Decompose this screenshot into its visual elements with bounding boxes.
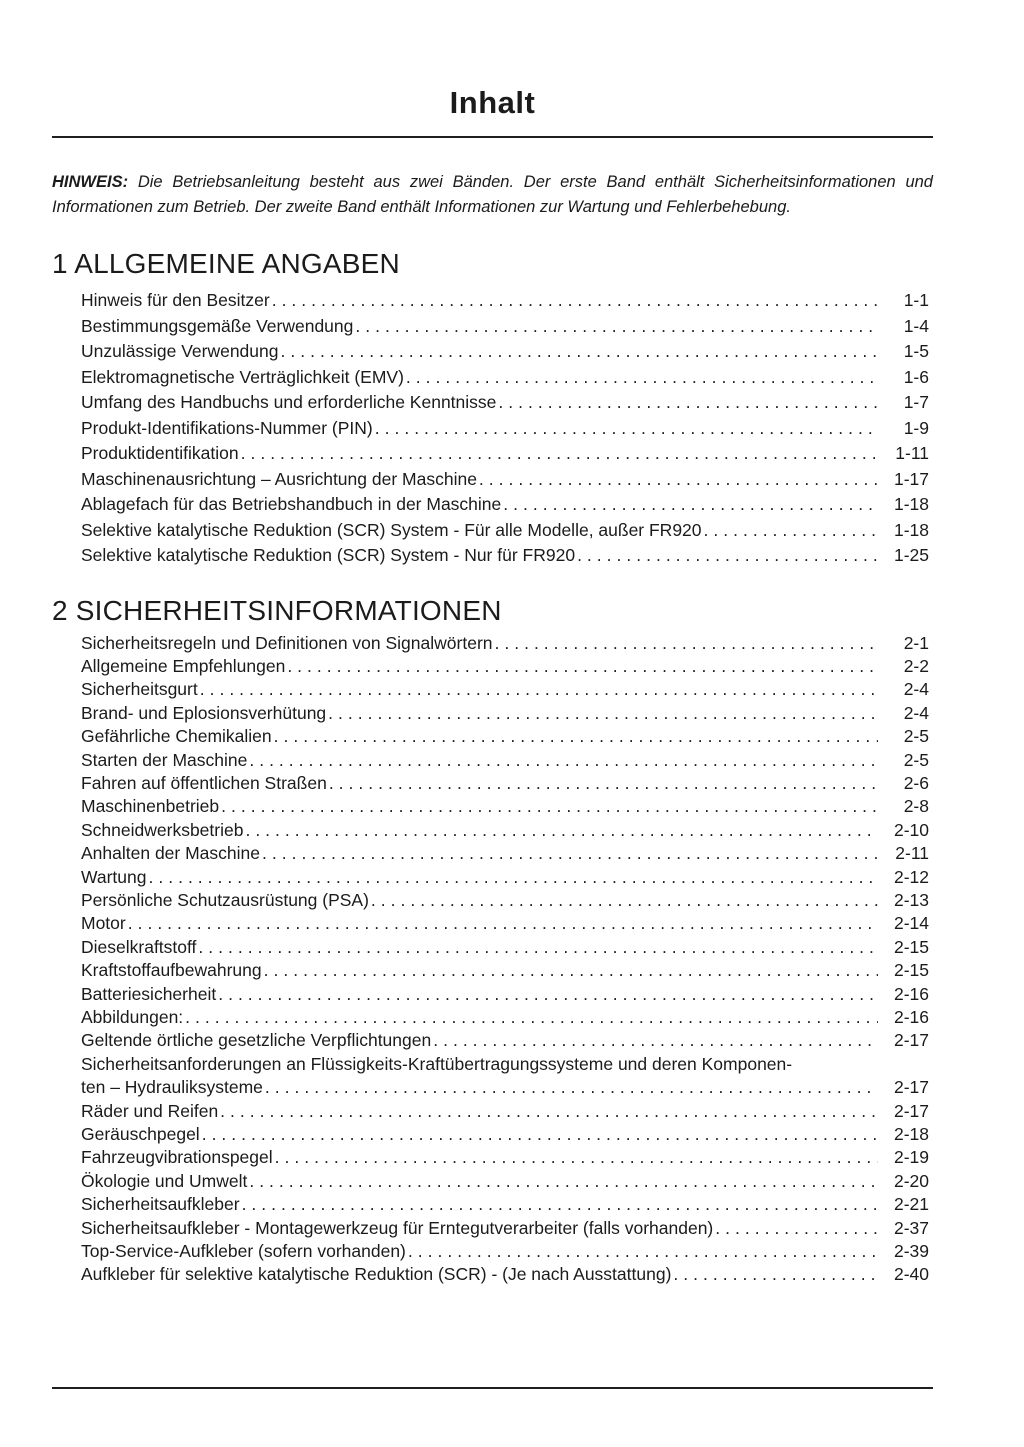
toc-entry: [52, 936, 933, 959]
toc-entry-page: 2-15: [893, 960, 929, 981]
toc-entry-page: 2-4: [903, 702, 929, 723]
toc-entry-page: 2-17: [893, 1030, 929, 1051]
dot-leader: [265, 1076, 878, 1099]
dot-leader: [408, 1240, 878, 1263]
toc-entry: [52, 772, 933, 795]
toc-entry-page: 2-8: [903, 796, 929, 817]
toc-entry-page: 1-18: [893, 519, 929, 540]
toc-entry-label: Bestimmungsgemäße Verwendung: [81, 315, 354, 336]
toc-entry: [52, 842, 933, 865]
dot-leader: [249, 1170, 878, 1193]
toc-entry-page: 2-6: [903, 772, 929, 793]
section-title: ALLGEMEINE ANGABEN: [74, 248, 400, 279]
toc-entry-label: Brand- und Eplosionsverhütung: [81, 702, 327, 723]
dot-leader: [479, 467, 878, 493]
toc-entry-label: Top-Service-Aufkleber (sofern vorhanden): [81, 1241, 406, 1262]
toc-entry-label: Räder und Reifen: [81, 1100, 219, 1121]
toc-entry-page: 2-10: [893, 819, 929, 840]
note-prefix: HINWEIS:: [52, 173, 129, 191]
toc-entry: [52, 492, 933, 518]
toc-entry-page: 1-4: [903, 315, 929, 336]
dot-leader: [503, 492, 878, 518]
dot-leader: [272, 288, 878, 314]
toc-entry: [52, 749, 933, 772]
page-title: Inhalt: [449, 85, 536, 120]
toc-entry: [52, 1217, 933, 1240]
toc-entry-label: Allgemeine Empfehlungen: [81, 655, 286, 676]
toc-entry: [52, 678, 933, 701]
toc-entry: [52, 1076, 933, 1099]
dot-leader: [274, 725, 878, 748]
toc-entry-label: Selektive katalytische Reduktion (SCR) System - Für alle Modelle, außer FR920: [81, 519, 702, 540]
toc-entry-label: Ablagefach für das Betriebshandbuch in der Maschine: [81, 494, 502, 514]
toc-entry-page: 2-2: [903, 655, 929, 676]
toc-entry-page: 1-1: [903, 290, 929, 310]
toc-entry: [52, 959, 933, 982]
toc-entry-label: Maschinenausrichtung – Ausrichtung der Maschine: [81, 468, 477, 489]
toc-entry: [52, 889, 933, 912]
dot-leader: [406, 365, 878, 391]
dot-leader: [264, 959, 878, 982]
toc-entry-page: 1-6: [903, 366, 929, 387]
toc-entry: [52, 795, 933, 818]
dot-leader: [241, 441, 878, 467]
section-entries: [52, 288, 933, 569]
toc-entry-page: 1-17: [893, 468, 929, 489]
toc-entry-page: 2-20: [893, 1170, 929, 1191]
toc-entry-page: 2-37: [893, 1217, 929, 1238]
dot-leader: [220, 1100, 878, 1123]
top-divider: [52, 136, 933, 138]
dot-leader: [218, 983, 878, 1006]
toc-entry-label: Gefährliche Chemikalien: [81, 726, 272, 747]
toc-entry: [52, 314, 933, 340]
section-title: SICHERHEITSINFORMATIONEN: [75, 594, 502, 626]
toc-entry-page: 2-40: [893, 1264, 929, 1285]
toc-entry-page: 2-17: [893, 1100, 929, 1121]
toc-entry-page: 2-13: [893, 889, 929, 910]
toc-entry-page: 2-12: [893, 866, 929, 887]
toc-entry-label: Sicherheitsregeln und Definitionen von Signalwörtern: [81, 632, 493, 653]
toc-entry-label: Persönliche Schutzausrüstung (PSA): [81, 889, 369, 910]
toc-entry-page: 2-5: [903, 749, 929, 770]
toc-entry-label: Elektromagnetische Verträglichkeit (EMV): [81, 366, 404, 387]
toc-entry-page: 1-11: [895, 443, 929, 463]
dot-leader: [577, 543, 878, 569]
toc-entry-label: Dieselkraftstoff: [81, 936, 197, 957]
dot-leader: [128, 912, 878, 935]
toc-entry: [52, 365, 933, 391]
toc-entry: [52, 1193, 933, 1216]
toc-entry: [52, 543, 933, 569]
toc-entry-page: 2-14: [893, 913, 929, 934]
dot-leader: [355, 314, 878, 340]
toc-sections: [52, 249, 933, 1287]
dot-leader: [715, 1217, 878, 1240]
toc-entry-label: Ökologie und Umwelt: [81, 1170, 248, 1191]
note-paragraph: [52, 170, 933, 219]
dot-leader: [275, 1146, 878, 1169]
toc-entry-page: 2-17: [893, 1077, 929, 1098]
toc-entry-page: 1-5: [903, 341, 929, 361]
dot-leader: [149, 866, 879, 889]
toc-entry: [52, 819, 933, 842]
toc-entry-page: 2-39: [893, 1241, 929, 1262]
dot-leader: [375, 416, 878, 442]
toc-entry: [52, 339, 933, 365]
toc-entry: [52, 1006, 933, 1029]
toc-entry-page: 2-16: [893, 1007, 929, 1027]
toc-entry-page: 2-5: [903, 726, 929, 747]
toc-entry-label: Maschinenbetrieb: [81, 796, 220, 817]
dot-leader: [328, 702, 878, 725]
toc-entry: [52, 1053, 933, 1076]
toc-entry: [52, 1263, 933, 1286]
toc-entry-label: Sicherheitsanforderungen an Flüssigkeits-Kraftübertragungssysteme und deren Komponen-: [81, 1053, 793, 1074]
toc-entry-label: Starten der Maschine: [81, 749, 248, 770]
section-heading: [52, 249, 933, 279]
toc-entry-label: Abbildungen:: [81, 1007, 184, 1027]
toc-entry: [52, 702, 933, 725]
dot-leader: [281, 339, 879, 365]
section-number: 1: [52, 248, 68, 279]
toc-entry-label: Sicherheitsgurt: [81, 679, 198, 700]
toc-entry-label: Batteriesicherheit: [81, 983, 217, 1004]
dot-leader: [433, 1029, 878, 1052]
toc-entry: [52, 1100, 933, 1123]
toc-entry-label: Motor: [81, 913, 126, 934]
toc-entry: [52, 655, 933, 678]
toc-entry: [52, 288, 933, 314]
toc-entry-page: 2-11: [895, 843, 929, 864]
toc-entry-label: Geltende örtliche gesetzliche Verpflichtungen: [81, 1030, 432, 1051]
toc-entry: [52, 1029, 933, 1052]
toc-entry-page: 1-7: [903, 392, 929, 412]
toc-entry-label: Schneidwerksbetrieb: [81, 819, 244, 840]
toc-entry-label: Kraftstoffaufbewahrung: [81, 960, 262, 981]
bottom-divider: [52, 1387, 933, 1389]
dot-leader: [498, 390, 878, 416]
dot-leader: [249, 749, 878, 772]
toc-entry: [52, 1240, 933, 1263]
dot-leader: [245, 819, 878, 842]
toc-entry-page: 2-18: [893, 1124, 929, 1145]
dot-leader: [371, 889, 878, 912]
toc-entry-label: ten – Hydrauliksysteme: [81, 1077, 263, 1098]
toc-entry-label: Selektive katalytische Reduktion (SCR) System - Nur für FR920: [81, 545, 576, 565]
toc-entry: [52, 390, 933, 416]
section-entries: [52, 632, 933, 1287]
dot-leader: [242, 1193, 878, 1216]
dot-leader: [202, 1123, 878, 1146]
toc-entry-label: Umfang des Handbuchs und erforderliche Kenntnisse: [81, 392, 497, 412]
toc-entry-page: 1-18: [893, 494, 929, 514]
toc-entry-page: 2-21: [893, 1194, 929, 1215]
toc-entry: [52, 416, 933, 442]
toc-entry-label: Fahren auf öffentlichen Straßen: [81, 772, 327, 793]
toc-entry-page: 2-19: [893, 1147, 929, 1168]
toc-entry-label: Anhalten der Maschine: [81, 843, 260, 864]
dot-leader: [495, 632, 879, 655]
dot-leader: [329, 772, 878, 795]
toc-entry: [52, 983, 933, 1006]
page-content: [52, 0, 933, 1389]
toc-entry-page: 1-9: [903, 417, 929, 438]
toc-entry: [52, 1123, 933, 1146]
toc-entry: [52, 912, 933, 935]
toc-section: [52, 596, 933, 1287]
toc-entry-label: Fahrzeugvibrationspegel: [81, 1147, 273, 1168]
toc-entry: [52, 518, 933, 544]
toc-entry: [52, 1170, 933, 1193]
toc-entry: [52, 467, 933, 493]
toc-entry: [52, 441, 933, 467]
toc-entry-label: Produktidentifikation: [81, 443, 239, 463]
toc-entry-label: Geräuschpegel: [81, 1124, 200, 1145]
note-text: Die Betriebsanleitung besteht aus zwei Bänden. Der erste Band enthält Sicherheitsinformationen und Informationen zum Betrieb. Der zweite Band enthält Informationen zur Wartung und Fehlerbehebung.: [52, 173, 933, 216]
toc-entry-label: Wartung: [81, 866, 147, 887]
toc-entry-page: 2-1: [903, 632, 929, 653]
toc-entry-page: 2-15: [893, 936, 929, 957]
toc-section: [52, 249, 933, 569]
dot-leader: [185, 1006, 878, 1029]
toc-entry-page: 2-4: [903, 679, 929, 700]
toc-entry-label: Produkt-Identifikations-Nummer (PIN): [81, 417, 373, 438]
toc-entry-label: Sicherheitsaufkleber: [81, 1194, 240, 1215]
toc-entry-page: 1-25: [893, 545, 929, 565]
toc-entry: [52, 632, 933, 655]
toc-entry-label: Hinweis für den Besitzer: [81, 290, 270, 310]
dot-leader: [262, 842, 878, 865]
section-heading: [52, 596, 933, 626]
toc-entry: [52, 866, 933, 889]
dot-leader: [673, 1263, 878, 1286]
dot-leader: [704, 518, 878, 544]
dot-leader: [287, 655, 878, 678]
dot-leader: [198, 936, 878, 959]
toc-entry-label: Aufkleber für selektive katalytische Reduktion (SCR) - (Je nach Ausstattung): [81, 1264, 672, 1285]
toc-entry-label: Sicherheitsaufkleber - Montagewerkzeug für Erntegutverarbeiter (falls vorhanden): [81, 1217, 714, 1238]
toc-entry-label: Unzulässige Verwendung: [81, 341, 279, 361]
toc-entry-page: 2-16: [893, 983, 929, 1004]
dot-leader: [200, 678, 878, 701]
section-number: 2: [52, 594, 68, 626]
dot-leader: [221, 795, 878, 818]
toc-entry: [52, 725, 933, 748]
toc-entry: [52, 1146, 933, 1169]
